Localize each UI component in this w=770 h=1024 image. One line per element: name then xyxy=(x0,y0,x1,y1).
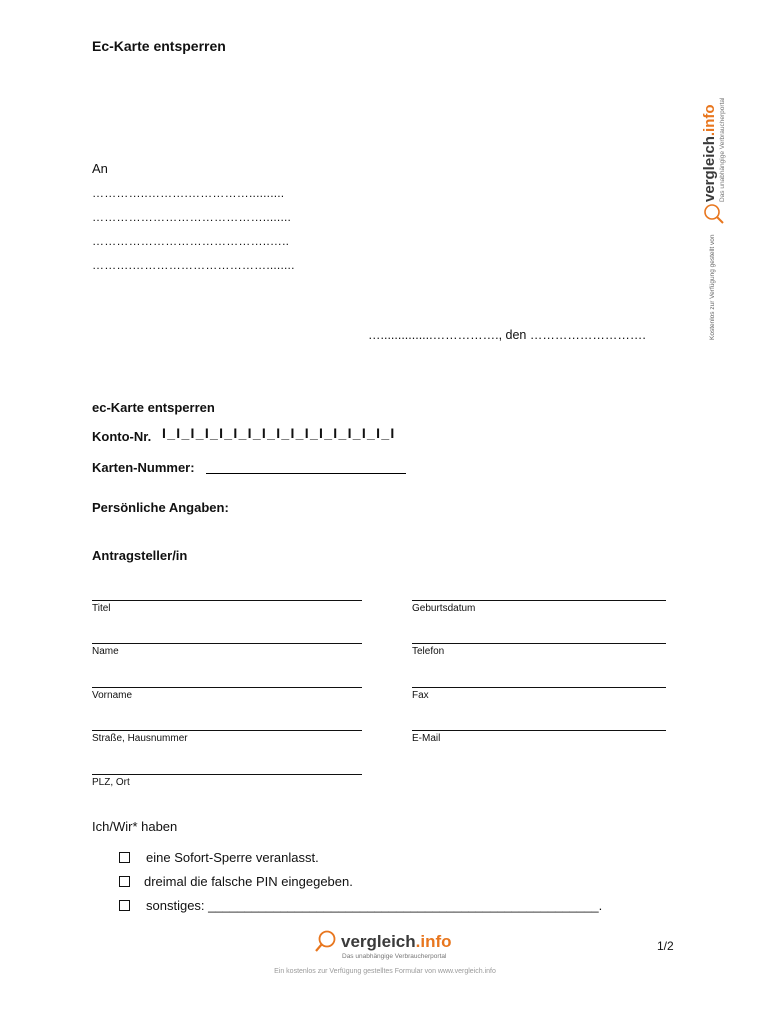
vergleich-vertical-logo xyxy=(700,72,736,342)
address-line-4: ……….……………………………........ xyxy=(92,258,295,272)
svg-text:vergleich.info xyxy=(701,104,718,202)
reason-option-1: eine Sofort-Sperre veranlasst. xyxy=(146,850,319,865)
first-name-field[interactable] xyxy=(92,687,362,688)
magnifier-icon xyxy=(705,205,719,219)
personal-heading: Persönliche Angaben: xyxy=(92,500,229,515)
karten-label: Karten-Nummer: xyxy=(92,460,195,475)
fax-field[interactable] xyxy=(412,687,666,688)
section-title: ec-Karte entsperren xyxy=(92,400,215,415)
phone-field-label: Telefon xyxy=(412,646,445,657)
reason-intro: Ich/Wir* haben xyxy=(92,819,178,834)
svg-text:vergleich.info xyxy=(341,932,452,951)
reason-checkbox-2[interactable] xyxy=(119,876,130,887)
place-date-line: …...............……………., den ………………………. xyxy=(368,328,646,342)
karten-number-field[interactable] xyxy=(206,458,406,474)
applicant-heading: Antragsteller/in xyxy=(92,548,188,563)
email-field-label: E-Mail xyxy=(412,733,441,744)
vergleich-footer-logo xyxy=(314,928,464,962)
reason-checkbox-3[interactable] xyxy=(119,900,130,911)
footer-note: Ein kostenlos zur Verfügung gestelltes Formular von www.vergleich.info xyxy=(274,968,496,975)
logo-tld: .info xyxy=(701,104,718,137)
page-number: 1/2 xyxy=(657,939,674,953)
logo-name: vergleich xyxy=(701,136,718,202)
title-field[interactable] xyxy=(92,600,362,601)
address-line-1: …………..……….…………….......... xyxy=(92,186,285,200)
address-label: An xyxy=(92,161,108,176)
magnifier-icon xyxy=(320,932,335,947)
konto-number-boxes[interactable]: I_I_I_I_I_I_I_I_I_I_I_I_I_I_I_I_I xyxy=(162,425,396,441)
footer-logo-tld: .info xyxy=(415,932,452,951)
street-field-label: Straße, Hausnummer xyxy=(92,733,188,744)
name-field-label: Name xyxy=(92,646,119,657)
reason-option-2: dreimal die falsche PIN eingegeben. xyxy=(144,874,353,889)
first-name-field-label: Vorname xyxy=(92,690,133,701)
street-field[interactable] xyxy=(92,730,362,731)
email-field[interactable] xyxy=(412,730,666,731)
zip-city-field[interactable] xyxy=(92,774,362,775)
reason-checkbox-1[interactable] xyxy=(119,852,130,863)
birthdate-field[interactable] xyxy=(412,600,666,601)
fax-field-label: Fax xyxy=(412,690,429,701)
footer-logo-name: vergleich xyxy=(341,932,416,951)
phone-field[interactable] xyxy=(412,643,666,644)
konto-label: Konto-Nr. xyxy=(92,429,152,444)
page-title: Ec-Karte entsperren xyxy=(92,38,226,54)
name-field[interactable] xyxy=(92,643,362,644)
title-field-label: Titel xyxy=(92,603,111,614)
birthdate-field-label: Geburtsdatum xyxy=(412,603,476,614)
logo-side-note: Kostenlos zur Verfügung gestellt von xyxy=(709,234,716,340)
reason-option-3[interactable]: sonstiges: ______________________________________________________. xyxy=(146,898,603,913)
address-line-3: ……………………………………..….. xyxy=(92,234,290,248)
footer-logo-tagline: Das unabhängige Verbraucherportal xyxy=(342,953,447,960)
address-line-2: ……………………………………........ xyxy=(92,210,292,224)
logo-tagline: Das unabhängige Verbraucherportal xyxy=(719,97,726,202)
zip-city-field-label: PLZ, Ort xyxy=(92,777,130,788)
